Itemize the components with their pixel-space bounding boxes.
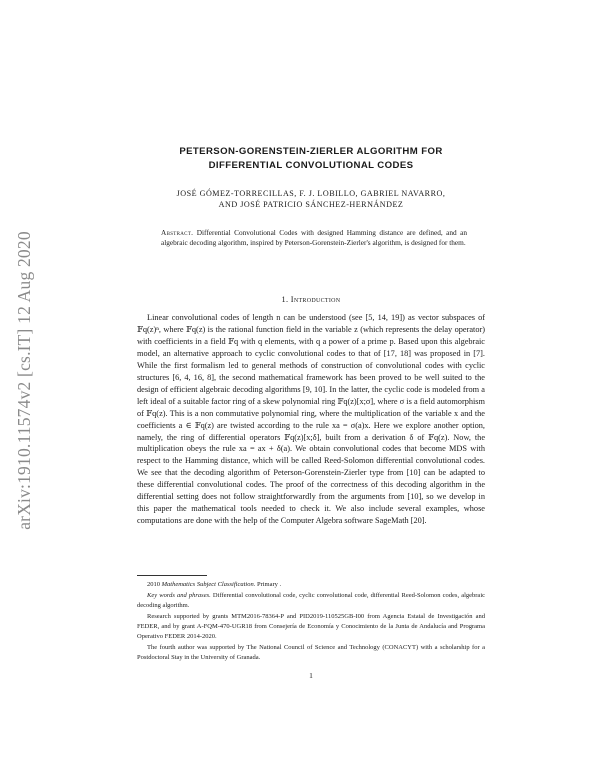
footnote-msc [137, 580, 485, 590]
keywords-value: Differential convolutional code, cyclic convolutional code, differential Reed-Solomon codes, algebraic decoding algorithm. [137, 592, 486, 609]
section-number: 1. [281, 295, 289, 304]
arxiv-identifier [8, 195, 40, 565]
msc-value: Primary . [256, 581, 282, 588]
section-heading [137, 295, 485, 304]
paper-title [137, 145, 485, 173]
page-number: 1 [309, 671, 313, 680]
arxiv-identifier-text: arXiv:1910.11574v2 [cs.IT] 12 Aug 2020 [13, 230, 34, 530]
footnote-keywords [137, 591, 485, 611]
footnote-rule [137, 575, 207, 576]
abstract [161, 228, 467, 248]
introduction-body [137, 312, 485, 527]
introduction-paragraph: Linear convolutional codes of length n can be understood (see [5, 14, 19]) as vector subspaces of 𝔽q(z)ⁿ, where 𝔽q(z) is the rational function field in the variable z (which represents the delay operator) with coefficients in a field 𝔽q with q elements, with q a power of a prime p. Based upon this algebraic model, an alternative approach to cyclic convolutional codes to that of [17, 18] was proposed in [7]. While the first formalism led to general methods of construction of convolutional codes with cyclic structures [6, 4, 16, 8], the second mathematical framework has been proved to be well suited to the design of efficient algebraic decoding algorithms [9, 10]. In the latter, the cyclic code is modeled from a left ideal of a suitable factor ring of a skew polynomial ring 𝔽q(z)[x;σ], where σ is a field automorphism of 𝔽q(z). This is a non commutative polynomial ring, where the multiplication of the variable x and the coefficients a ∈ 𝔽q(z) are twisted according to the rule xa = σ(a)x. Here we explore another option, namely, the ring of differential operators 𝔽q(z)[x;δ], built from a derivation δ of 𝔽q(z). Now, the multiplication obeys the rule xa = ax + δ(a). We obtain convolutional codes that become MDS with respect to the Hamming distance, which will be called Reed-Solomon differential convolutional codes. We see that the decoding algorithm of Peterson-Gorenstein-Zierler type from [10] can be adapted to these differential convolutional codes. The proof of the correctness of this decoding algorithm in the differential setting does not follow straightforwardly from the arguments from [10], so we develop in this paper the mathematical tools needed to check it. We also include several examples, whose computations are done with the help of the Computer Algebra software SageMath [20]. [137, 313, 485, 526]
section-title: Introduction [290, 295, 341, 304]
abstract-label: Abstract. [161, 228, 194, 237]
footnote-funding-1: Research supported by grants MTM2016-78364-P and PID2019-110525GB-I00 from Agencia Estatal de Investigación and FEDER, and by grant A-FQM-470-UGR18 from Consejería de Economía y Conocimiento de la Junta de Andalucía and Programa Operativo FEDER 2014-2020. [137, 613, 485, 640]
keywords-label: Key words and phrases. [147, 592, 211, 599]
msc-label: Mathematics Subject Classification. [161, 581, 256, 588]
title-line-1: PETERSON-GORENSTEIN-ZIERLER ALGORITHM FOR [179, 146, 443, 157]
msc-prefix: 2010 [147, 581, 160, 588]
footnote-funding-2: The fourth author was supported by The National Council of Science and Technology (CONACYT) with a scholarship for a Postdoctoral Stay in the University of Granada. [137, 644, 485, 661]
authors-line-2: AND JOSÉ PATRICIO SÁNCHEZ-HERNÁNDEZ [218, 200, 404, 209]
title-line-2: DIFFERENTIAL CONVOLUTIONAL CODES [208, 160, 414, 171]
footnotes [137, 580, 485, 664]
author-list [137, 188, 485, 210]
abstract-text: Differential Convolutional Codes with designed Hamming distance are defined, and an algebraic decoding algorithm, inspired by Peterson-Gorenstein-Zierler's algorithm, is designed for them. [161, 228, 467, 247]
authors-line-1: JOSÉ GÓMEZ-TORRECILLAS, F. J. LOBILLO, GABRIEL NAVARRO, [176, 189, 446, 198]
